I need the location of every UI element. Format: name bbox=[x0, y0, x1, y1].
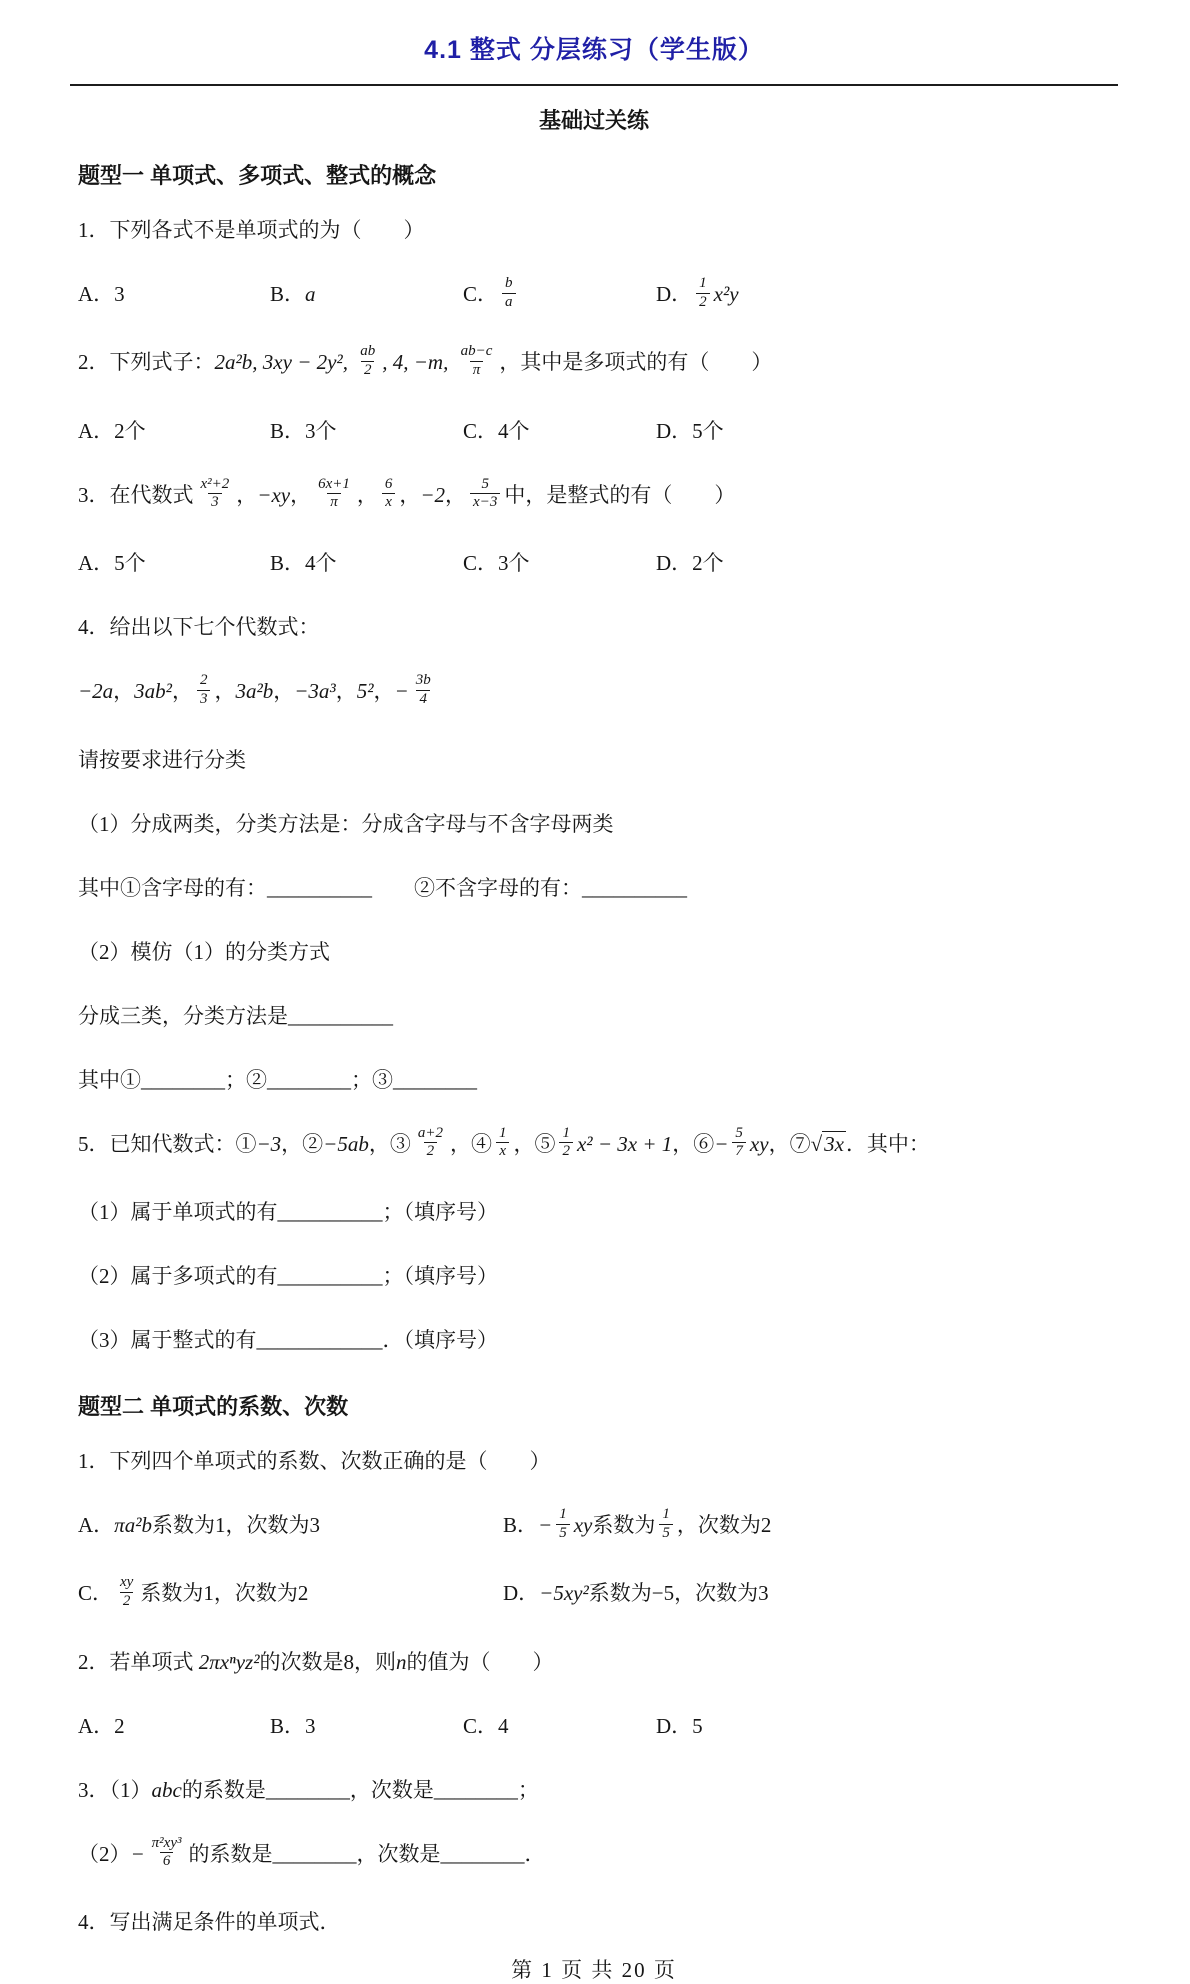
math-run: −xy bbox=[257, 482, 291, 507]
t1-q4-stem: 4．给出以下七个代数式： bbox=[78, 615, 320, 640]
math-fraction: $\frac{\text{x²+2}}{3}$ bbox=[200, 475, 230, 511]
math-fraction: $\frac{\text{π²xy³}}{6}$ bbox=[151, 1834, 182, 1870]
math-run: −3 bbox=[256, 1131, 282, 1156]
text-run: ，⑥ bbox=[672, 1131, 715, 1156]
math-run: xy bbox=[573, 1512, 593, 1537]
text-run: 5．已知代数式：① bbox=[78, 1131, 257, 1156]
t1-q3-option-c: C．3个 bbox=[463, 551, 530, 576]
t1-q1-option-c bbox=[463, 275, 656, 314]
text-run: 3．（1） bbox=[78, 1777, 152, 1802]
text-run: C． bbox=[463, 282, 499, 306]
math-fraction: $\frac{1}{2}$ bbox=[559, 1125, 573, 1161]
t1-q2-option-c: C．4个 bbox=[463, 418, 530, 443]
math-run: abc bbox=[151, 1777, 182, 1802]
t1-q1-option-d bbox=[656, 275, 1110, 314]
t1-q4-part1-blanks: 其中①含字母的有：__________ ②不含字母的有：__________ bbox=[78, 875, 687, 900]
math-radical: √3x bbox=[810, 1131, 844, 1156]
math-fraction: $\frac{ab-c}{\pi}$ bbox=[460, 343, 493, 379]
text-run: ， bbox=[399, 482, 421, 507]
t1-q4-part2: （2）模仿（1）的分类方式 bbox=[78, 939, 330, 964]
math-run: πa²b bbox=[114, 1512, 152, 1537]
t2-q2-option-a: A．2 bbox=[78, 1713, 125, 1738]
topic1-heading: 题型一 单项式、多项式、整式的概念 bbox=[78, 163, 437, 188]
t2-q2-options bbox=[78, 1710, 1110, 1742]
t2-q1-option-d bbox=[503, 1577, 1110, 1613]
text-run: A． bbox=[78, 1512, 115, 1537]
math-run: −2a bbox=[78, 679, 114, 704]
t2-q2-option-b: B．3 bbox=[270, 1713, 316, 1738]
t1-q5-stem bbox=[78, 1124, 1110, 1164]
math-run: − bbox=[394, 679, 409, 704]
math-run: 5² bbox=[356, 679, 374, 704]
math-run: x²y bbox=[713, 282, 739, 306]
t1-q4-part2-blanks: 其中①________；②________；③________ bbox=[78, 1067, 477, 1092]
t1-q2-stem bbox=[78, 343, 1110, 382]
text-run: ，次数为2 bbox=[676, 1512, 772, 1537]
t2-q1-option-c bbox=[78, 1574, 503, 1613]
math-fraction: $\frac{5}{7}$ bbox=[732, 1125, 746, 1161]
t1-q4-part1: （1）分成两类，分类方法是：分成含字母与不含字母两类 bbox=[78, 811, 614, 836]
text-run: ，② bbox=[281, 1131, 324, 1156]
t1-q1-stem: 1．下列各式不是单项式的为（ ） bbox=[78, 218, 425, 242]
math-run: xy bbox=[749, 1131, 769, 1156]
math-fraction: $\frac{a+2}{2}$ bbox=[417, 1124, 443, 1160]
text-run: 中，是整式的有（ ） bbox=[504, 482, 736, 507]
text-run: A．3 bbox=[78, 282, 125, 306]
t1-q3-option-a: A．5个 bbox=[78, 551, 146, 576]
math-run: − bbox=[130, 1841, 145, 1866]
t1-q4-part2-method: 分成三类，分类方法是__________ bbox=[78, 1003, 393, 1028]
text-run: 系数为1，次数为3 bbox=[152, 1512, 320, 1537]
t2-q3-part2 bbox=[78, 1834, 1110, 1874]
t2-q1-options-row2 bbox=[78, 1574, 1110, 1613]
t1-q1-option-a bbox=[78, 278, 270, 314]
text-run: 系数为 bbox=[592, 1512, 656, 1537]
math-fraction: $\frac{5}{x-3}$ bbox=[470, 476, 500, 512]
t1-q3-stem bbox=[78, 475, 1110, 515]
math-run: −2 bbox=[420, 482, 446, 507]
t1-q2-option-d: D．5个 bbox=[656, 418, 724, 443]
text-run: ， bbox=[171, 679, 193, 704]
page-footer: 第 1 页 共 20 页 bbox=[511, 1958, 677, 1982]
t1-q1-option-b bbox=[270, 278, 463, 314]
topic2-heading: 题型二 单项式的系数、次数 bbox=[78, 1393, 349, 1419]
t1-q4-expressions bbox=[78, 672, 1110, 711]
text-run: ，③ bbox=[368, 1131, 411, 1156]
t2-q2-option-c: C．4 bbox=[463, 1713, 509, 1738]
t2-q3-part1 bbox=[78, 1774, 1110, 1806]
math-run: −5xy² bbox=[539, 1581, 589, 1606]
math-fraction: $\frac{1}{2}$ bbox=[696, 275, 710, 311]
t1-q2-options bbox=[78, 415, 1110, 447]
t1-q1-options bbox=[78, 275, 1110, 314]
math-fraction: $\frac{2}{3}$ bbox=[197, 672, 211, 708]
math-run: 3a²b bbox=[235, 679, 274, 704]
text-run: ， bbox=[236, 482, 258, 507]
math-fraction: $\frac{ab}{2}$ bbox=[360, 343, 376, 379]
t2-q2-stem bbox=[78, 1646, 1110, 1678]
math-fraction: $\frac{1}{5}$ bbox=[556, 1506, 570, 1542]
math-fraction: $\frac{b}{a}$ bbox=[502, 275, 516, 311]
t2-q2-option-d: D．5 bbox=[656, 1713, 703, 1738]
text-run: 2．下列式子： bbox=[78, 350, 215, 375]
t1-q5-part3: （3）属于整式的有____________．（填序号） bbox=[78, 1327, 498, 1352]
text-run: （2） bbox=[78, 1841, 131, 1866]
t1-q4-instruction: 请按要求进行分类 bbox=[78, 747, 246, 772]
t1-q3-option-b: B．4个 bbox=[270, 551, 337, 576]
math-run: − bbox=[538, 1512, 553, 1537]
math-fraction: $\frac{6x+1}{\pi}$ bbox=[318, 475, 350, 511]
math-run: x² − 3x + 1 bbox=[576, 1131, 673, 1156]
text-run: D． bbox=[656, 282, 693, 306]
text-run: ，⑦ bbox=[768, 1131, 811, 1156]
math-run: 2a²b, 3xy − 2y², bbox=[214, 350, 354, 375]
math-run: −3a³ bbox=[294, 679, 336, 704]
text-run: 2．若单项式 bbox=[78, 1649, 199, 1674]
t1-q3-option-d: D．2个 bbox=[656, 551, 724, 576]
t1-q2-option-a: A．2个 bbox=[78, 418, 146, 443]
text-run: 系数为−5，次数为3 bbox=[588, 1581, 769, 1606]
math-fraction: $\frac{xy}{2}$ bbox=[120, 1574, 134, 1609]
math-fraction: $\frac{1}{x}$ bbox=[496, 1125, 510, 1161]
math-run: 3ab² bbox=[134, 679, 172, 704]
math-run: − bbox=[714, 1131, 729, 1156]
text-run: ，⑤ bbox=[513, 1131, 556, 1156]
math-run: −5ab bbox=[323, 1131, 369, 1156]
text-run: 3．在代数式 bbox=[78, 482, 194, 507]
text-run: ，④ bbox=[449, 1131, 492, 1156]
text-run: 的次数是8，则 bbox=[259, 1649, 396, 1674]
section-title: 基础过关练 bbox=[538, 108, 649, 133]
text-run: ，其中是多项式的有（ ） bbox=[499, 350, 773, 375]
math-run: , 4, −m, bbox=[382, 350, 454, 375]
text-run: ．其中： bbox=[845, 1131, 930, 1156]
t2-q1-options-row1 bbox=[78, 1505, 1110, 1545]
text-run: ， bbox=[273, 679, 295, 704]
text-run: ， bbox=[113, 679, 135, 704]
text-run: C． bbox=[78, 1581, 114, 1606]
math-run: 2πxⁿyz² bbox=[198, 1649, 260, 1674]
math-run: n bbox=[396, 1649, 407, 1674]
t2-q1-option-a bbox=[78, 1509, 503, 1545]
text-run: ， bbox=[445, 482, 467, 507]
math-fraction: $\frac{3b}{4}$ bbox=[415, 672, 431, 707]
text-run: B． bbox=[270, 282, 306, 306]
text-run: 的值为（ ） bbox=[406, 1649, 554, 1674]
t1-q2-option-b: B．3个 bbox=[270, 418, 337, 443]
math-fraction: $\frac{1}{5}$ bbox=[659, 1506, 673, 1542]
text-run: 的系数是________，次数是________； bbox=[181, 1777, 539, 1802]
t1-q3-options bbox=[78, 547, 1110, 579]
text-run: ， bbox=[335, 679, 357, 704]
text-run: ， bbox=[356, 482, 378, 507]
text-run: D． bbox=[503, 1581, 540, 1606]
text-run: B． bbox=[503, 1512, 539, 1537]
t2-q1-stem: 1．下列四个单项式的系数、次数正确的是（ ） bbox=[78, 1448, 551, 1473]
title-divider bbox=[70, 84, 1118, 86]
text-run: ， bbox=[290, 482, 312, 507]
math-fraction: $\frac{6}{x}$ bbox=[382, 476, 396, 512]
t2-q4-stem: 4．写出满足条件的单项式． bbox=[78, 1910, 341, 1934]
text-run: ， bbox=[214, 679, 236, 704]
text-run: 的系数是________，次数是________． bbox=[188, 1841, 546, 1866]
math-run: a bbox=[305, 282, 316, 306]
text-run: ， bbox=[373, 679, 395, 704]
text-run: 系数为1，次数为2 bbox=[140, 1581, 309, 1606]
t1-q5-part2: （2）属于多项式的有__________；（填序号） bbox=[78, 1263, 498, 1288]
t2-q1-option-b bbox=[503, 1505, 1110, 1545]
page-title: 4.1 整式 分层练习（学生版） bbox=[424, 36, 764, 64]
t1-q5-part1: （1）属于单项式的有__________；（填序号） bbox=[78, 1199, 498, 1224]
